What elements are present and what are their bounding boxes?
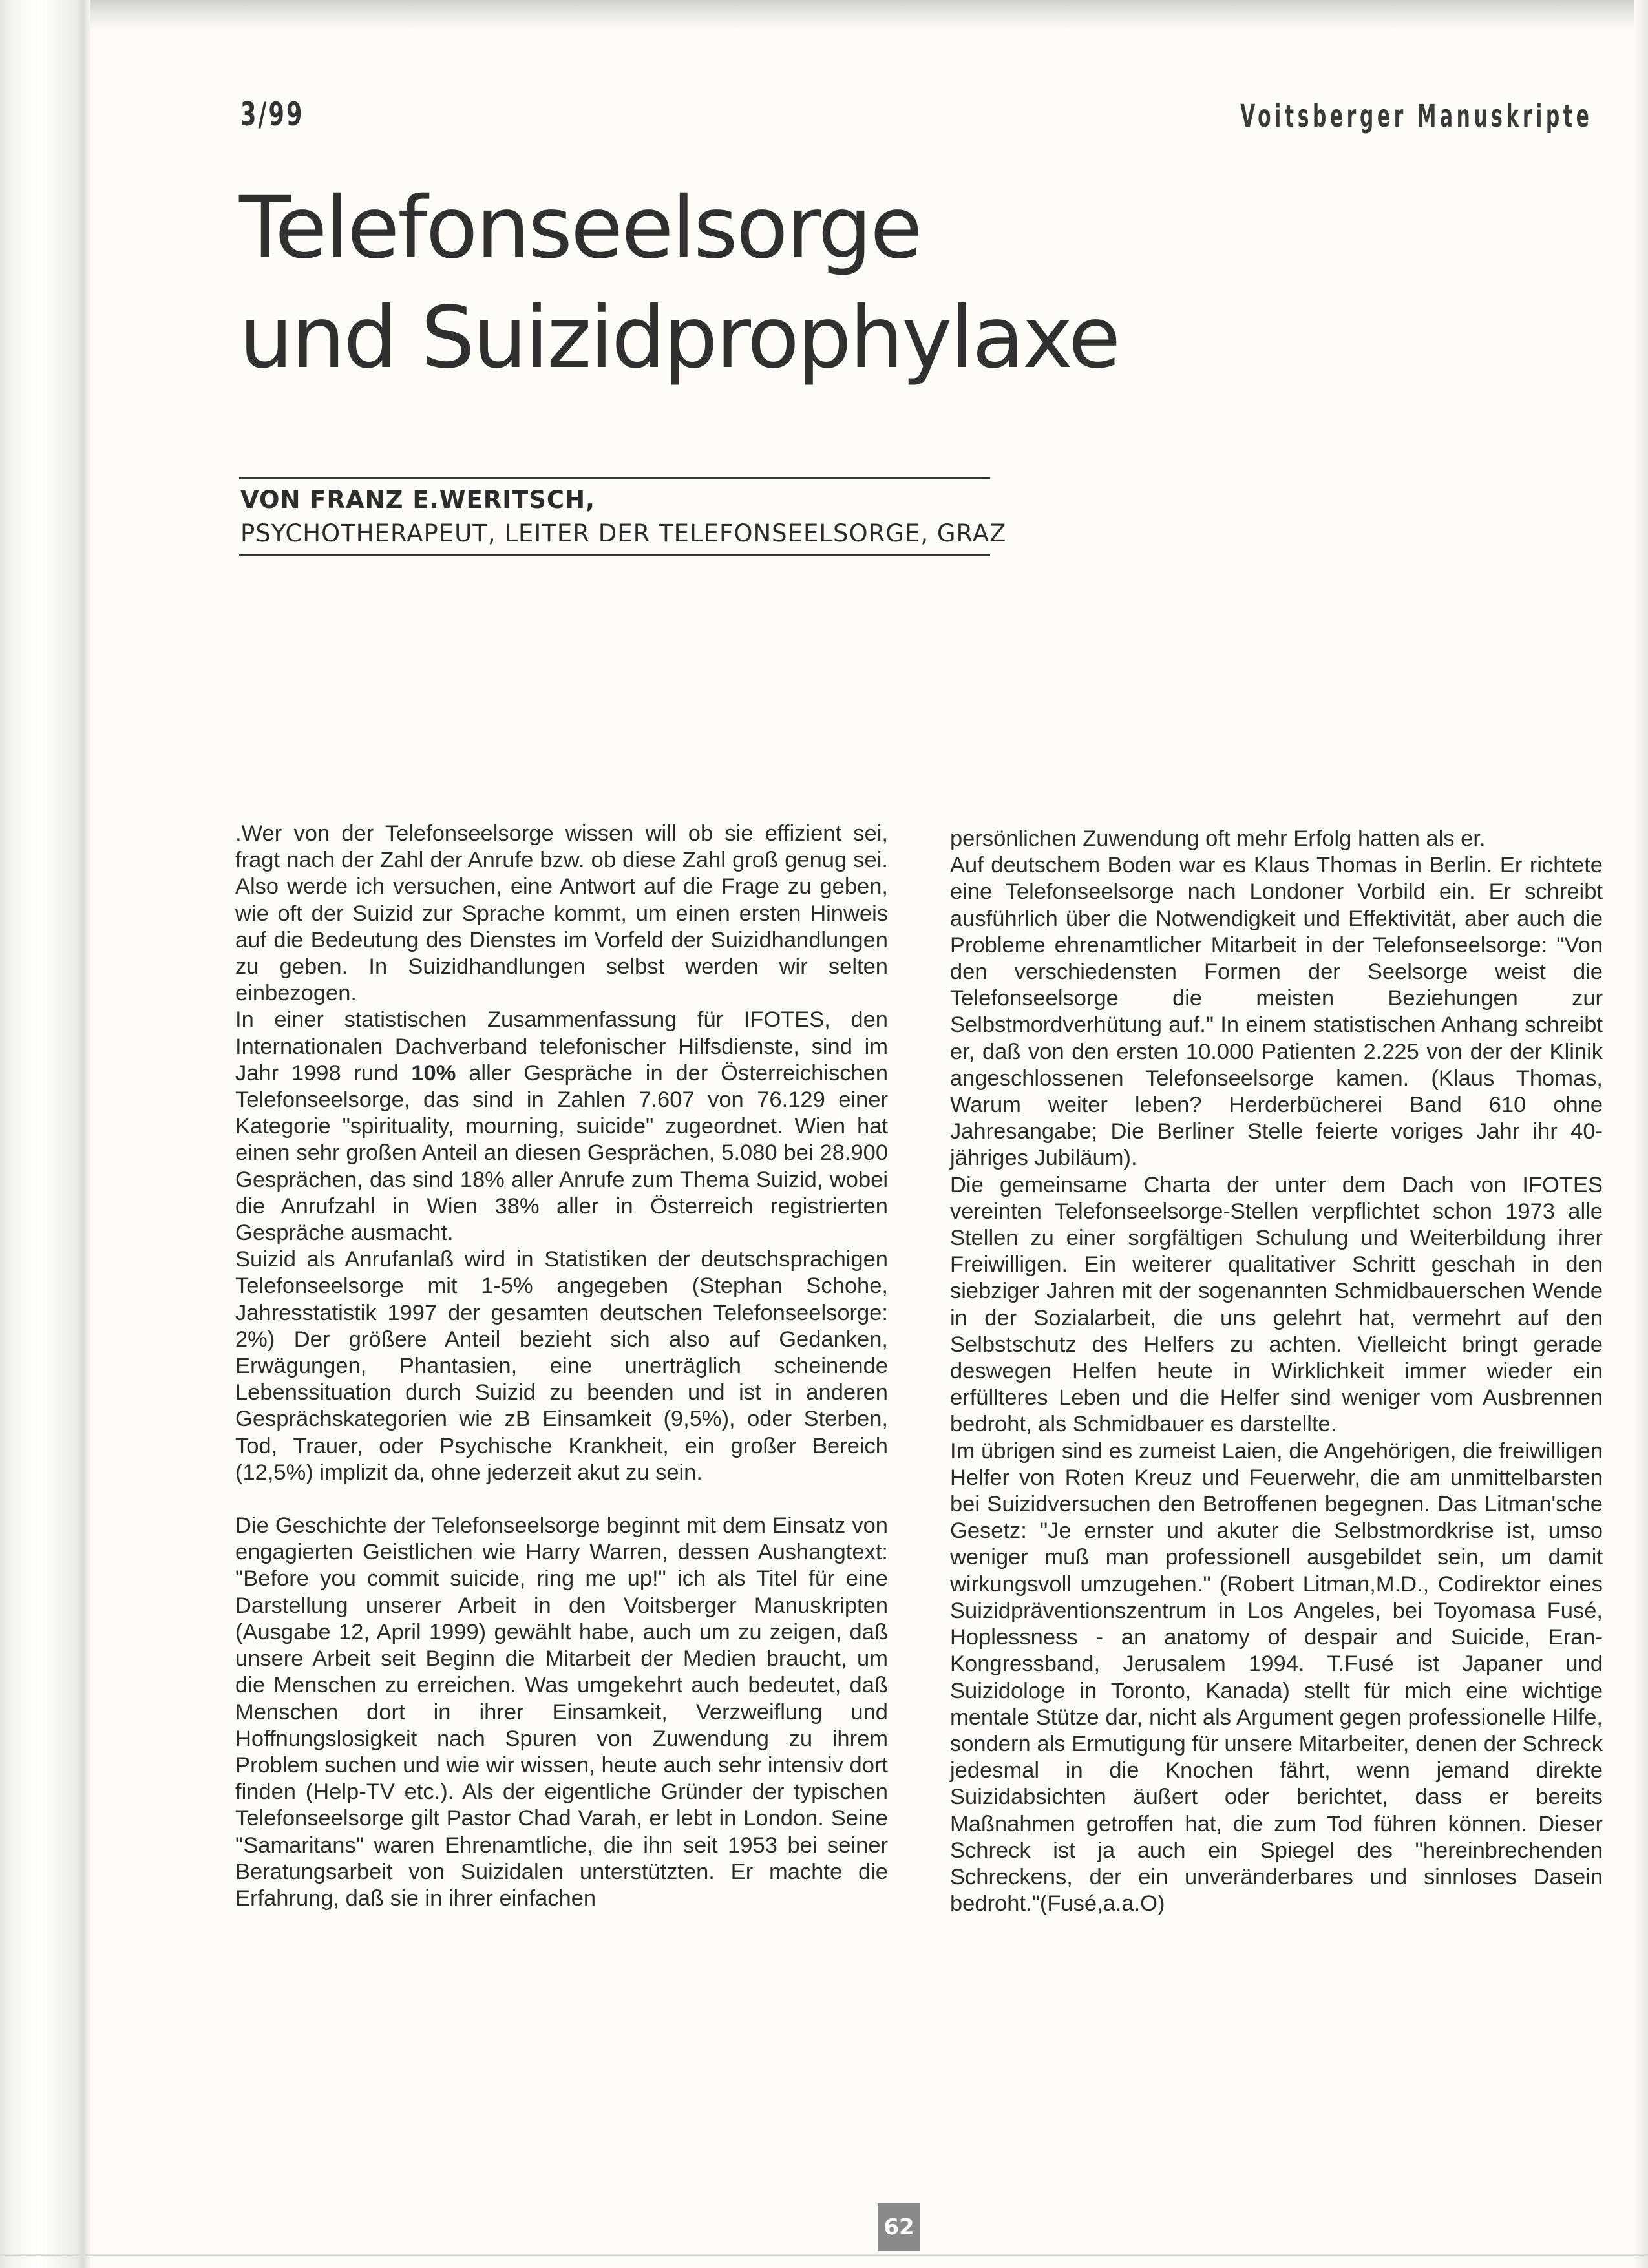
body-column-right xyxy=(950,826,1603,1917)
paragraph: .Wer von der Telefonseelsorge wissen will ob sie effizient sei, fragt nach der Zahl der Anrufe bzw. ob diese Zahl groß genug sei. Also werde ich versuchen, eine Antwort auf die Frage zu geben, wie oft der Suizid zur Sprache kommt, um einen ersten Hinweis auf die Bedeutung des Dienstes im Vorfeld der Suizidhandlungen zu geben. In Suizidhandlungen selbst werden wir selten einbezogen. xyxy=(235,821,888,1006)
author-role: PSYCHOTHERAPEUT, LEITER DER TELEFONSEELSORGE, GRAZ xyxy=(240,520,1007,547)
byline-rule-bottom xyxy=(239,554,990,556)
byline xyxy=(240,483,1006,551)
title-line-2: und Suizidprophylaxe xyxy=(239,288,1119,388)
paragraph: Die gemeinsame Charta der unter dem Dach von IFOTES vereinten Telefonseelsorge-Stellen verpflichtet schon 1973 alle Stellen zu einer sorgfältigen Schulung und Weiterbildung ihrer Freiwilligen. Ein weiterer qualitativer Schritt geschah in den siebziger Jahren mit der sogenannten Schmidbauerschen Wende in der Sozialarbeit, die uns gelehrt hat, vermehrt auf den Selbstschutz des Helfers zu achten. Vielleicht bringt gerade deswegen Helfen heute in Wirklichkeit immer wieder ein erfüllteres Leben und die Helfer sind weniger vom Ausbrennen bedroht, als Schmidbauer es darstellte. xyxy=(950,1172,1603,1437)
scan-edge-top xyxy=(0,0,1648,31)
issue-number: 3/99 xyxy=(240,96,304,133)
body-column-left xyxy=(235,821,888,1912)
author-name: VON FRANZ E.WERITSCH, xyxy=(240,486,596,514)
byline-rule-top xyxy=(239,477,990,479)
paragraph: persönlichen Zuwendung oft mehr Erfolg hatten als er. xyxy=(950,826,1486,851)
paragraph: Die Geschichte der Telefonseelsorge beginnt mit dem Einsatz von engagierten Geistlichen wie Harry Warren, dessen Aushangtext: "Before you commit suicide, ring me up!" ich als Titel für eine Darstellung unserer Arbeit in den Voitsberger Manuskripten (Ausgabe 12, April 1999) gewählt habe, auch um zu zeigen, daß unsere Arbeit seit Beginn die Mitarbeit der Medien braucht, um die Menschen zu erreichen. Was umgekehrt auch bedeutet, daß Menschen dort in ihrer Einsamkeit, Verzweiflung und Hoffnungslosigkeit nach Spuren von Zuwendung zu ihrem Problem suchen und wie wir wissen, heute auch sehr intensiv dort finden (Help-TV etc.). Als der eigentliche Gründer der typischen Telefonseelsorge gilt Pastor Chad Varah, er lebt in London. Seine "Samaritans" waren Ehrenamtliche, die ihn seit 1953 bei seiner Beratungsarbeit von Suizidalen unterstützten. Er machte die Erfahrung, daß sie in ihrer einfachen xyxy=(235,1513,888,1911)
article-title xyxy=(239,173,1467,393)
highlight-percentage: 10% xyxy=(411,1060,456,1086)
magazine-name: Voitsberger Manuskripte xyxy=(1240,98,1592,134)
scan-edge-bottom xyxy=(0,2254,1648,2256)
title-line-1: Telefonseelsorge xyxy=(239,178,921,278)
paragraph: Suizid als Anrufanlaß wird in Statistiken der deutschsprachigen Telefonseelsorge mit 1-5% angegeben (Stephan Schohe, Jahresstatistik 1997 der gesamten deutschen Telefonseelsorge: 2%) Der größere Anteil bezieht sich also auf Gedanken, Erwägungen, Phantasien, eine unerträglich scheinende Lebenssituation durch Suizid zu beenden und ist in anderen Gesprächskategorien wie zB Einsamkeit (9,5%), oder Sterben, Tod, Trauer, oder Psychische Krankheit, ein großer Bereich (12,5%) implizit da, ohne jederzeit akut zu sein. xyxy=(235,1247,888,1485)
scan-edge-right xyxy=(1634,0,1648,2268)
paragraph: Auf deutschem Boden war es Klaus Thomas in Berlin. Er richtete eine Telefonseelsorge nach Londoner Vorbild ein. Er schreibt ausführlich über die Notwendigkeit und Effektivität, aber auch die Probleme ehrenamtlicher Mitarbeit in der Telefonseelsorge: "Von den verschiedensten Formen der Seelsorge weist die Telefonseelsorge die meisten Beziehungen zur Selbstmordverhütung auf." In einem statistischen Anhang schreibt er, daß von den ersten 10.000 Patienten 2.225 von der der Klinik angeschlossenen Telefonseelsorge kamen. (Klaus Thomas, Warum weiter leben? Herderbücherei Band 610 ohne Jahresangabe; Die Berliner Stelle feierte voriges Jahr ihr 40-jähriges Jubiläum). xyxy=(950,853,1603,1171)
scan-edge-left xyxy=(0,0,90,2268)
page-number: 62 xyxy=(878,2203,920,2251)
paragraph: Im übrigen sind es zumeist Laien, die Angehörigen, die freiwilligen Helfer von Roten Kreuz und Feuerwehr, die am unmittelbarsten bei Suizidversuchen den Betroffenen begegnen. Das Litman'sche Gesetz: "Je ernster und akuter die Selbstmordkrise ist, umso weniger muß man professionell ausgebildet sein, um damit wirkungsvoll umzugehen." (Robert Litman,M.D., Codirektor eines Suizidpräventionszentrum in Los Angeles, bei Toyomasa Fusé, Hoplessness - an anatomy of despair and Suicide, Eran- Kongressband, Jerusalem 1994. T.Fusé ist Japaner und Suizidologe in Toronto, Kanada) stellt für mich eine wichtige mentale Stütze dar, nicht als Argument gegen professionelle Hilfe, sondern als Ermutigung für unsere Mitarbeiter, denen der Schreck jedesmal in die Knochen fährt, wenn jemand direkte Suizidabsichten äußert oder berichtet, dass er bereits Maßnahmen getroffen hat, die zum Tod führen können. Dieser Schreck ist ja auch ein Spiegel des "hereinbrechenden Schreckens, der ein unveränderbares und sinnloses Dasein bedroht."(Fusé,a.a.O) xyxy=(950,1438,1603,1916)
paragraph: In einer statistischen Zusammenfassung für IFOTES, den Internationalen Dachverband telefonischer Hilfsdienste, sind im Jahr 1998 rund 10% aller Gespräche in der Österreichischen Telefonseelsorge, das sind in Zahlen 7.607 von 76.129 einer Kategorie "spirituality, mourning, suicide" zugeordnet. Wien hat einen sehr großen Anteil an diesen Gesprächen, 5.080 bei 28.900 Gesprächen, das sind 18% aller Anrufe zum Thema Suizid, wobei die Anrufzahl in Wien 38% aller in Österreich registrierten Gespräche ausmacht. xyxy=(235,1007,889,1246)
